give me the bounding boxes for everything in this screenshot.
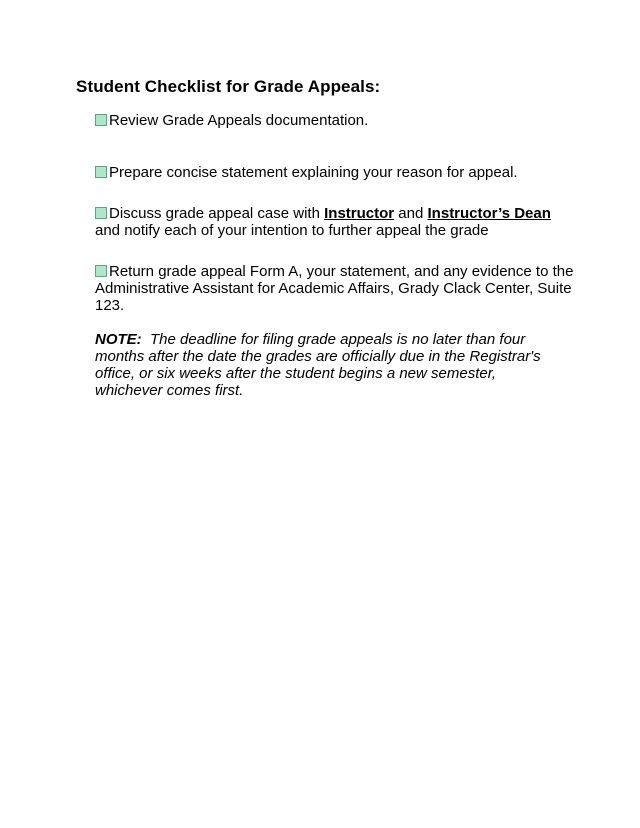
checkbox-icon[interactable]: [95, 265, 107, 277]
checkbox-icon[interactable]: [95, 114, 107, 126]
checklist-item-discuss: [95, 205, 575, 239]
checklist-item-prepare: [95, 164, 575, 181]
checklist-item-review: [95, 112, 575, 129]
instructors-dean-emphasis: Instructor’s Dean: [427, 205, 551, 222]
checkbox-icon[interactable]: [95, 207, 107, 219]
deadline-note: [95, 331, 565, 399]
checklist-item-text: Discuss grade appeal case with: [109, 205, 325, 222]
page-title: Student Checklist for Grade Appeals:: [76, 77, 381, 96]
checklist-item-text: Return grade appeal Form A, your statement, and any evidence to the Administrative Assistant for Academic Affairs, Grady Clack Center, Suite 123.: [95, 263, 574, 314]
checklist-item-text: and: [394, 205, 428, 222]
note-label: NOTE:: [95, 331, 142, 348]
checklist-item-text: Review Grade Appeals documentation.: [109, 112, 369, 129]
instructor-emphasis: Instructor: [324, 205, 395, 222]
checklist-item-text: and notify each of your intention to further appeal the grade: [95, 222, 489, 239]
checkbox-icon[interactable]: [95, 166, 107, 178]
checklist-item-return: [95, 263, 575, 314]
note-text: The deadline for filing grade appeals is no later than four months after the date the grades are officially due in the Registrar's office, or six weeks after the student begins a new semester, whichever comes first.: [95, 331, 541, 399]
checklist-item-text: Prepare concise statement explaining your reason for appeal.: [109, 164, 518, 181]
